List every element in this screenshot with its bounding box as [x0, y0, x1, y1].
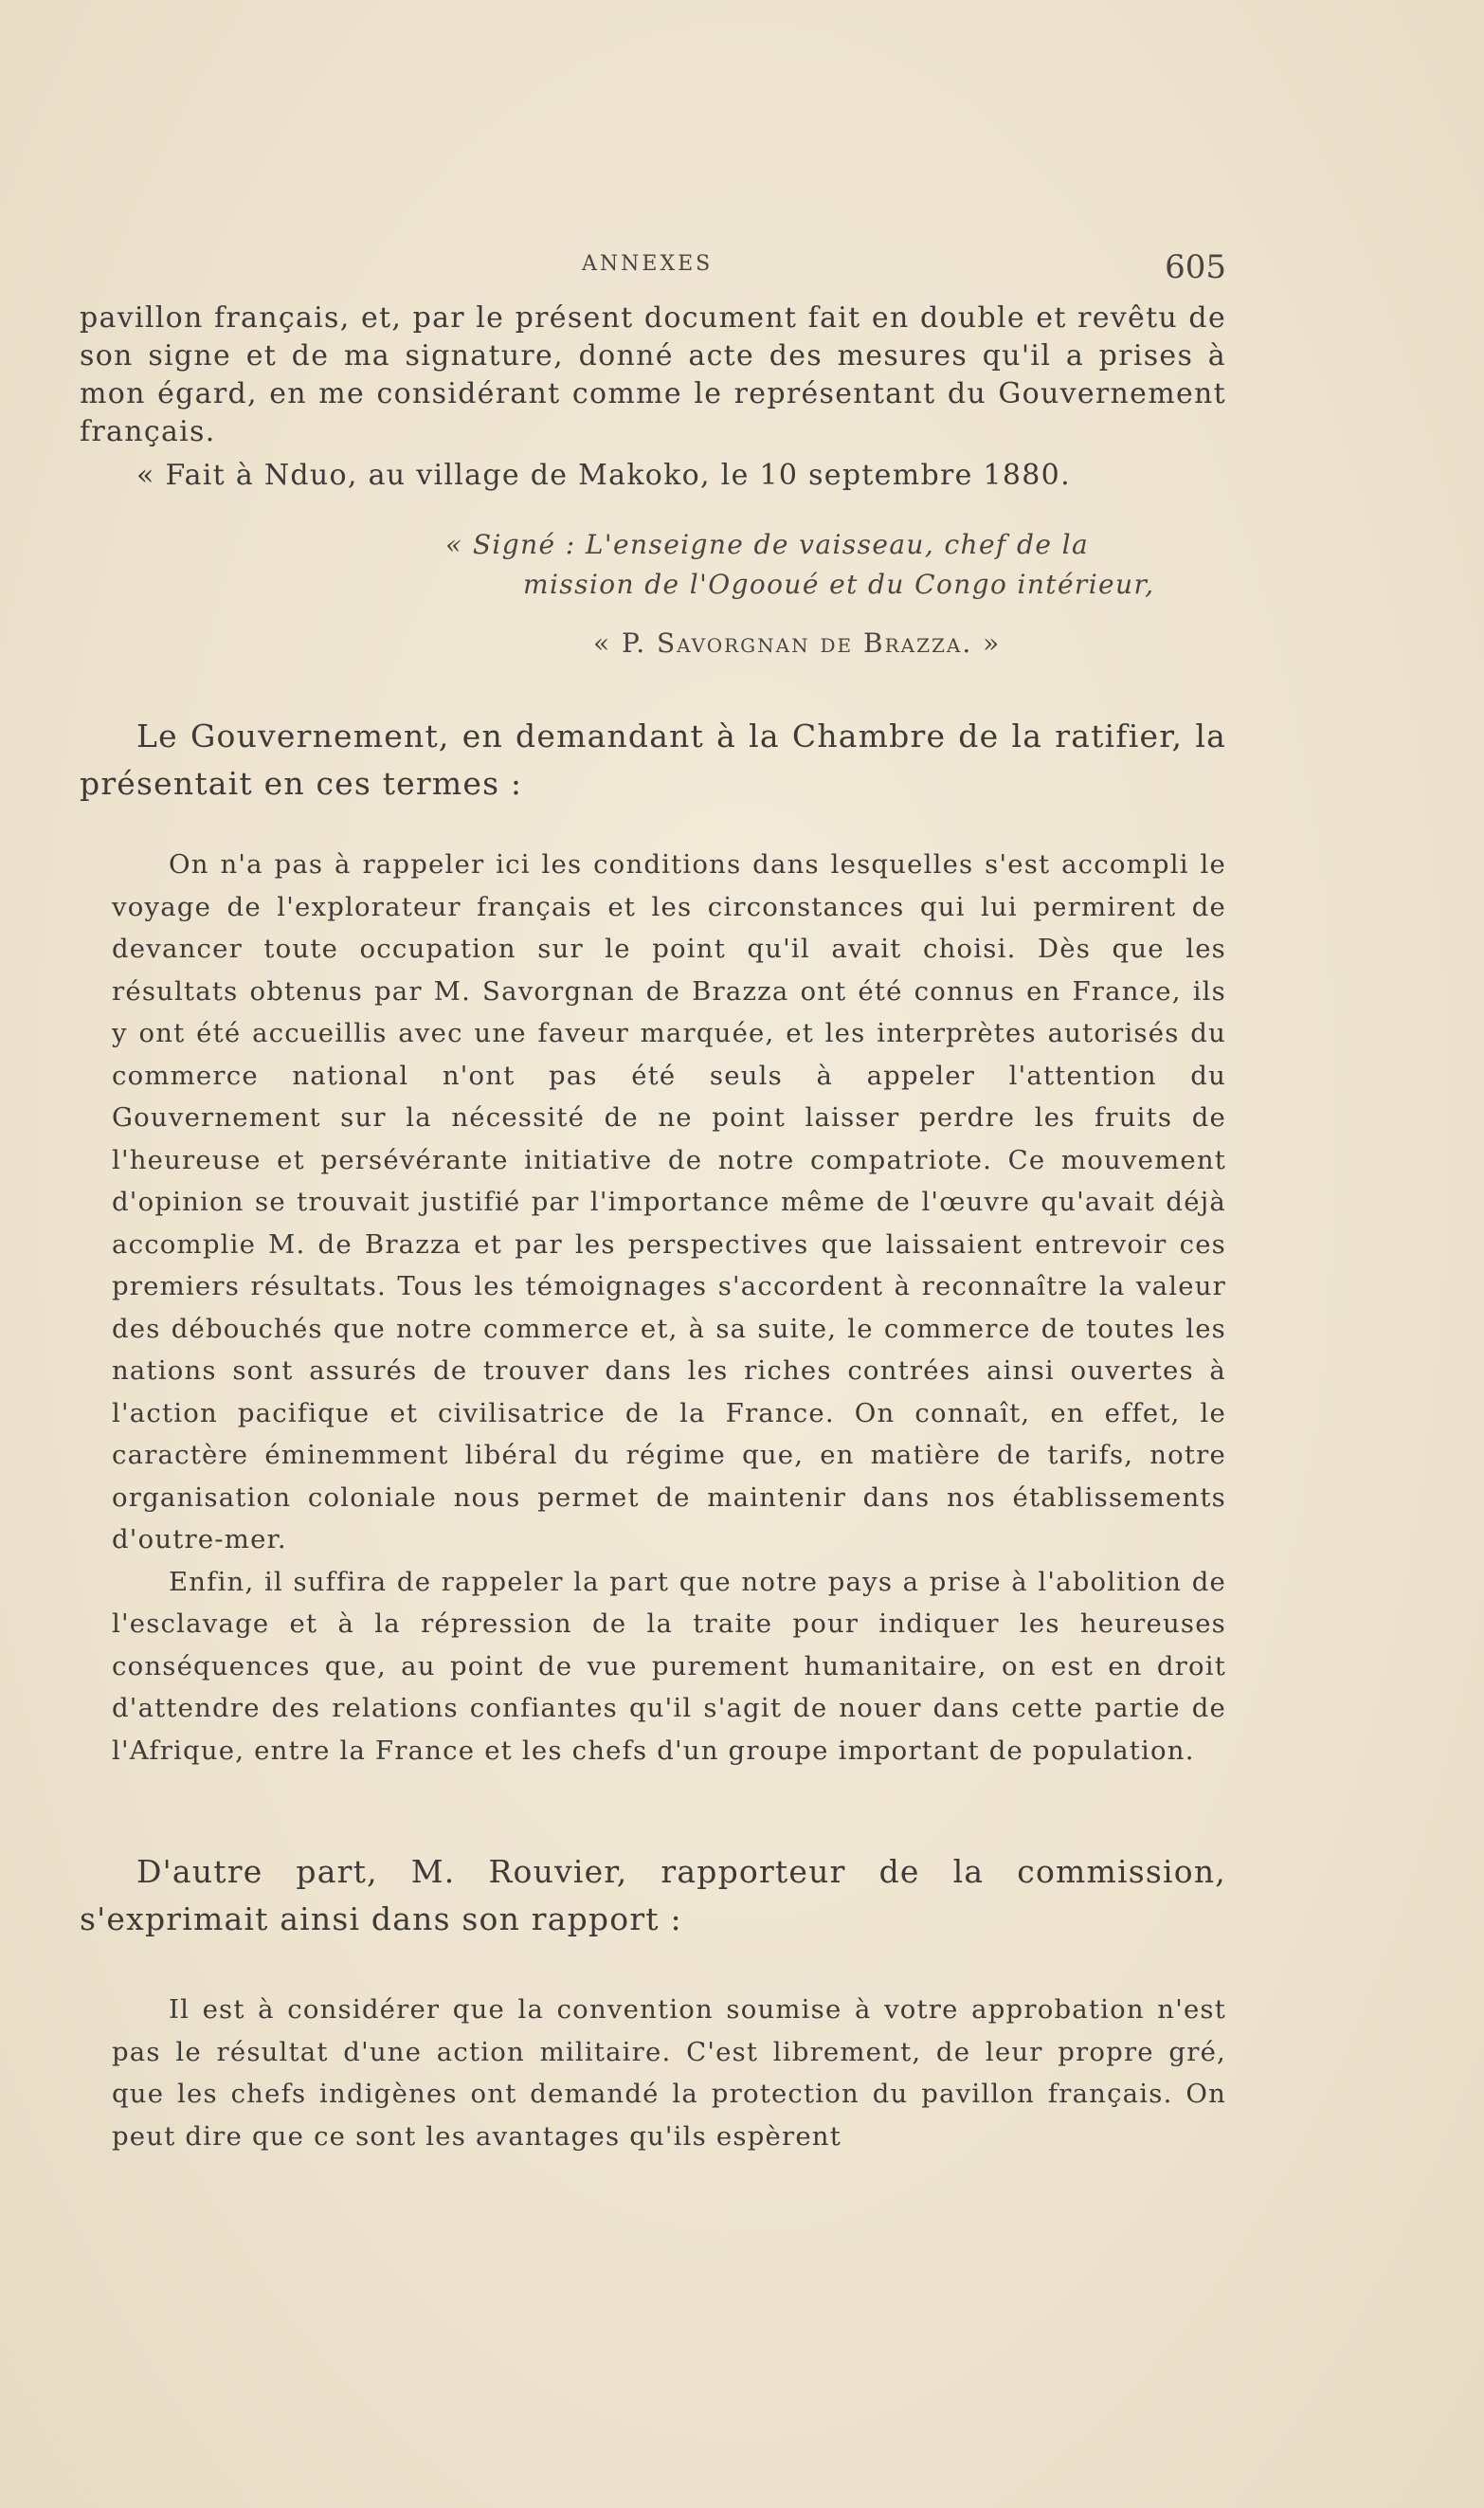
running-title: ANNEXES: [582, 252, 714, 276]
government-quote-p1: On n'a pas à rappeler ici les conditions dans lesquelles s'est accompli le voyage de l'explorateur français et les circonstances qui lui permirent de devancer toute occupation sur le point qu'il avait choisi. Dès que les résultats obtenus par M. Savorgnan de Brazza ont été connus en France, ils y ont été accueillis avec une faveur marquée, et les interprètes autorisés du commerce national n'ont pas été seuls à appeler l'attention du Gouvernement sur la nécessité de ne point laisser perdre les fruits de l'heureuse et persévérante initiative de notre compatriote. Ce mouvement d'opinion se trouvait justifié par l'importance même de l'œuvre qu'avait déjà accomplie M. de Brazza et par les perspectives que laissaient entrevoir ces premiers résultats. Tous les témoignages s'accordent à reconnaître la valeur des débouchés que notre commerce et, à sa suite, le commerce de toutes les nations sont assurés de trouver dans les riches contrées ainsi ouvertes à l'action pacifique et civilisatrice de la France. On connaît, en effet, le caractère éminemment libéral du régime que, en matière de tarifs, notre organisation coloniale nous permet de maintenir dans nos établissements d'outre-mer.: [112, 849, 1226, 1554]
rouvier-quote: Il est à considérer que la convention soumise à votre approbation n'est pas le résultat d'une action militaire. C'est librement, de leur propre gré, que les chefs indigènes ont demandé la protection du pavillon français. On peut dire que ce sont les avantages qu'ils espèrent: [112, 1994, 1226, 2152]
government-block: [80, 713, 1226, 808]
convention-paragraph: pavillon français, et, par le présent document fait en double et revêtu de son signe et de ma signature, donné acte des mesures qu'il a prises à mon égard, en me considérant comme le représentant du Gouvernement français.: [80, 301, 1226, 448]
rouvier-block: [80, 1848, 1226, 1943]
dateline: « Fait à Nduo, au village de Makoko, le 10 septembre 1880.: [136, 459, 1071, 492]
signature-line-1: « Signé : L'enseigne de vaisseau, chef de la: [445, 529, 1090, 560]
signature-name: « P. Savorgnan de Brazza. »: [593, 627, 1002, 659]
convention-end-block: [80, 300, 1226, 495]
signature-line-2: mission de l'Ogooué et du Congo intérieur,: [523, 569, 1155, 600]
page-header: [127, 248, 1226, 286]
government-quote-p2: Enfin, il suffira de rappeler la part que notre pays a prise à l'abolition de l'esclavage et à la répression de la traite pour indiquer les heureuses conséquences que, au point de vue purement humanitaire, on est en droit d'attendre des relations confiantes qu'il s'agit de nouer dans cette partie de l'Afrique, entre la France et les chefs d'un groupe important de population.: [112, 1566, 1226, 1766]
page-number: 605: [1165, 248, 1226, 286]
government-quote-block: [80, 844, 1226, 1772]
rouvier-quote-block: [80, 1989, 1226, 2157]
rouvier-intro: D'autre part, M. Rouvier, rapporteur de la commission, s'exprimait ainsi dans son rapport :: [80, 1853, 1226, 1937]
government-intro: Le Gouvernement, en demandant à la Chambre de la ratifier, la présentait en ces termes :: [80, 718, 1226, 802]
